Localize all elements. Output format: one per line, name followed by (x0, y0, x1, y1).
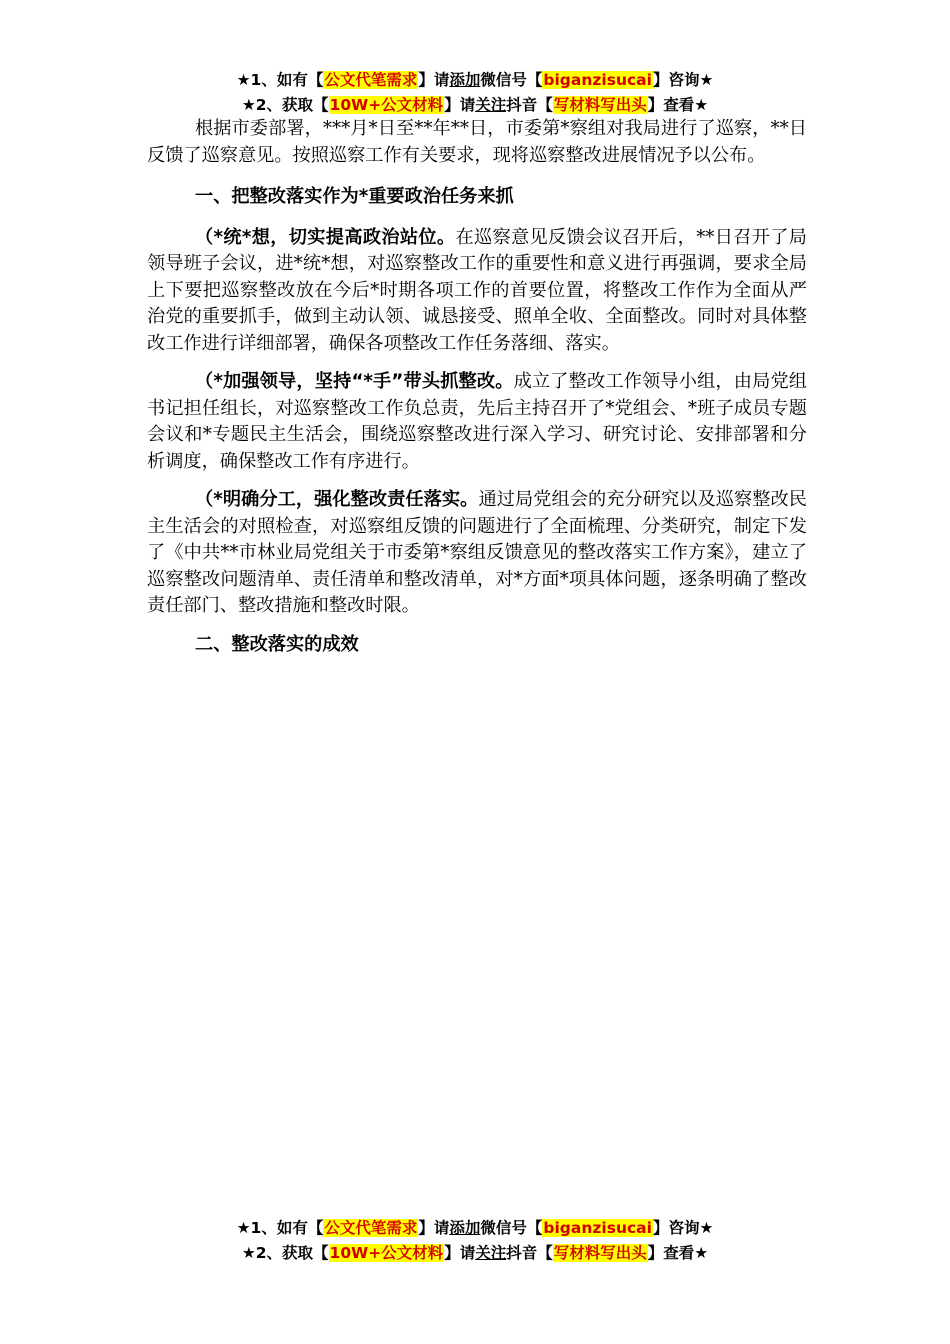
paragraph-3-body: 通过局党组会的充分研究以及巡察整改民主生活会的对照检查，对巡察组反馈的问题进行了全面梳理、分类研究，制定下发了《中共**市林业局党组关于市委第*察组反馈意见的整改落实工作方案》，建立了巡察整改问题清单、责任清单和整改清单，对*方面*项具体问题，逐条明确了整改责任部门、整改措施和整改时限。 (147, 489, 807, 616)
paragraph-1 (147, 225, 807, 358)
banner-douyin-id: 写材料写出头 (553, 96, 647, 114)
banner-underline: 添加 (449, 71, 481, 89)
document-body (147, 116, 807, 658)
banner-line-1 (0, 68, 950, 93)
banner-text: 】咨询★ (652, 71, 714, 89)
banner-text: ★1、如有【 (236, 71, 324, 89)
banner-underline: 关注 (475, 96, 507, 114)
intro-paragraph: 根据市委部署，***月*日至**年**日，市委第*察组对我局进行了巡察，**日反馈了巡察意见。按照巡察工作有关要求，现将巡察整改进展情况予以公布。 (147, 118, 807, 166)
section-1-title: 一、把整改落实作为*重要政治任务来抓 (195, 186, 514, 207)
banner-text: 】查看★ (647, 1244, 709, 1262)
banner-underline: 添加 (449, 1219, 481, 1237)
banner-text: 微信号【 (480, 71, 543, 89)
paragraph-1-body: 在巡察意见反馈会议召开后，**日召开了局领导班子会议，进*统*想，对巡察整改工作的重要性和意义进行再强调，要求全局上下要把巡察整改放在今后*时期各项工作的首要位置，将整改工作作为全面从严治党的重要抓手，做到主动认领、诚恳接受、照单全收、全面整改。同时对具体整改工作进行详细部署，确保各项整改工作任务落细、落实。 (147, 226, 807, 354)
banner-wechat-id: biganzisucai (543, 71, 652, 89)
paragraph-3 (147, 487, 807, 620)
banner-wechat-id: biganzisucai (543, 1219, 652, 1237)
banner-text: 】请 (418, 71, 450, 89)
banner-douyin-id: 写材料写出头 (553, 1244, 647, 1262)
paragraph-1-lead: （*统*想，切实提高政治站位。 (195, 226, 456, 248)
header-banner (0, 68, 950, 118)
paragraph-2 (147, 369, 807, 475)
banner-text: 】请 (418, 1219, 450, 1237)
section-2-title: 二、整改落实的成效 (195, 633, 359, 655)
banner-text: 】查看★ (647, 96, 709, 114)
banner-text: ★2、获取【 (241, 96, 329, 114)
banner-text: 】咨询★ (652, 1219, 714, 1237)
banner-text: 微信号【 (480, 1219, 543, 1237)
banner-highlight: 公文代笔需求 (324, 1219, 418, 1237)
banner-highlight: 10W+公文材料 (329, 1244, 444, 1262)
banner-text: 抖音【 (506, 1244, 553, 1262)
paragraph-3-lead: （*明确分工，强化整改责任落实。 (195, 489, 479, 510)
banner-text: ★2、获取【 (241, 1244, 329, 1262)
banner-text: 】请 (444, 1244, 476, 1262)
banner-highlight: 10W+公文材料 (329, 96, 444, 114)
banner-text: 抖音【 (506, 96, 553, 114)
banner-underline: 关注 (475, 1244, 507, 1262)
banner-highlight: 公文代笔需求 (324, 71, 418, 89)
footer-line-2 (0, 1241, 950, 1266)
paragraph-2-body: 成立了整改工作领导小组，由局党组书记担任组长，对巡察整改工作负总责，先后主持召开了*党组会、*班子成员专题会议和*专题民主生活会，围绕巡察整改进行深入学习、研究讨论、安排部署和分析调度，确保整改工作有序进行。 (147, 371, 807, 472)
paragraph-2-lead: （*加强领导，坚持“*手”带头抓整改。 (195, 371, 514, 392)
banner-line-2 (0, 93, 950, 118)
banner-text: ★1、如有【 (236, 1219, 324, 1237)
footer-line-1 (0, 1216, 950, 1241)
banner-text: 】请 (444, 96, 476, 114)
footer-banner (0, 1216, 950, 1266)
